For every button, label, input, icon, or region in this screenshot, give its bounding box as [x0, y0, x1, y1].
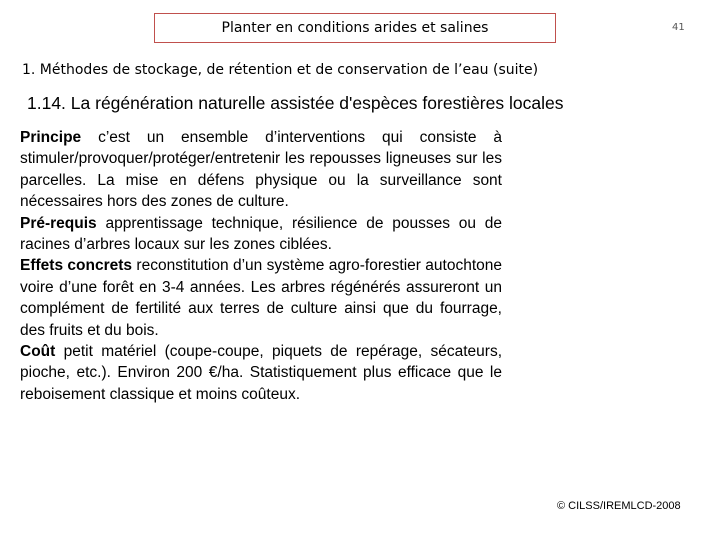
label-effets: Effets concrets [20, 257, 133, 275]
section-heading: 1. Méthodes de stockage, de rétention et de conservation de l’eau (suite) [22, 62, 539, 78]
copyright-notice: © CILSS/IREMLCD-2008 [557, 500, 681, 512]
paragraph-effets [20, 255, 502, 341]
paragraph-prerequis [20, 213, 502, 256]
sub-heading: 1.14. La régénération naturelle assistée d'espèces forestières locales [27, 93, 564, 113]
text-prerequis: apprentissage technique, résilience de pousses ou de racines d’arbres locaux sur les zones ciblées. [20, 214, 503, 254]
label-principe: Principe [20, 129, 82, 146]
label-prerequis: Pré-requis [20, 214, 97, 232]
text-cout: petit matériel (coupe-coupe, piquets de repérage, sécateurs, pioche, etc.). Environ 200 €/ha. Statistiquement plus efficace que le reboisement classique et moins coûteux. [20, 343, 503, 403]
paragraph-principe [20, 127, 502, 213]
page-number: 41 [672, 22, 685, 33]
text-effets: reconstitution d’un système agro-forestier autochtone voire d’une forêt en 3-4 années. Les arbres régénérés assureront un complément de fertilité aux terres de culture ainsi que du fourrage, des fruits et du bois. [20, 257, 502, 339]
label-cout: Coût [20, 343, 56, 361]
slide-title-box [154, 13, 556, 43]
body-text [20, 127, 502, 405]
text-principe: c’est un ensemble d’interventions qui consiste à stimuler/provoquer/protéger/entretenir les repousses ligneuses sur les parcelles. La mise en défens physique ou la surveillance sont nécessaires hors des zones de culture. [20, 129, 502, 211]
slide-title: Planter en conditions arides et salines [221, 20, 489, 36]
paragraph-cout [20, 341, 502, 405]
